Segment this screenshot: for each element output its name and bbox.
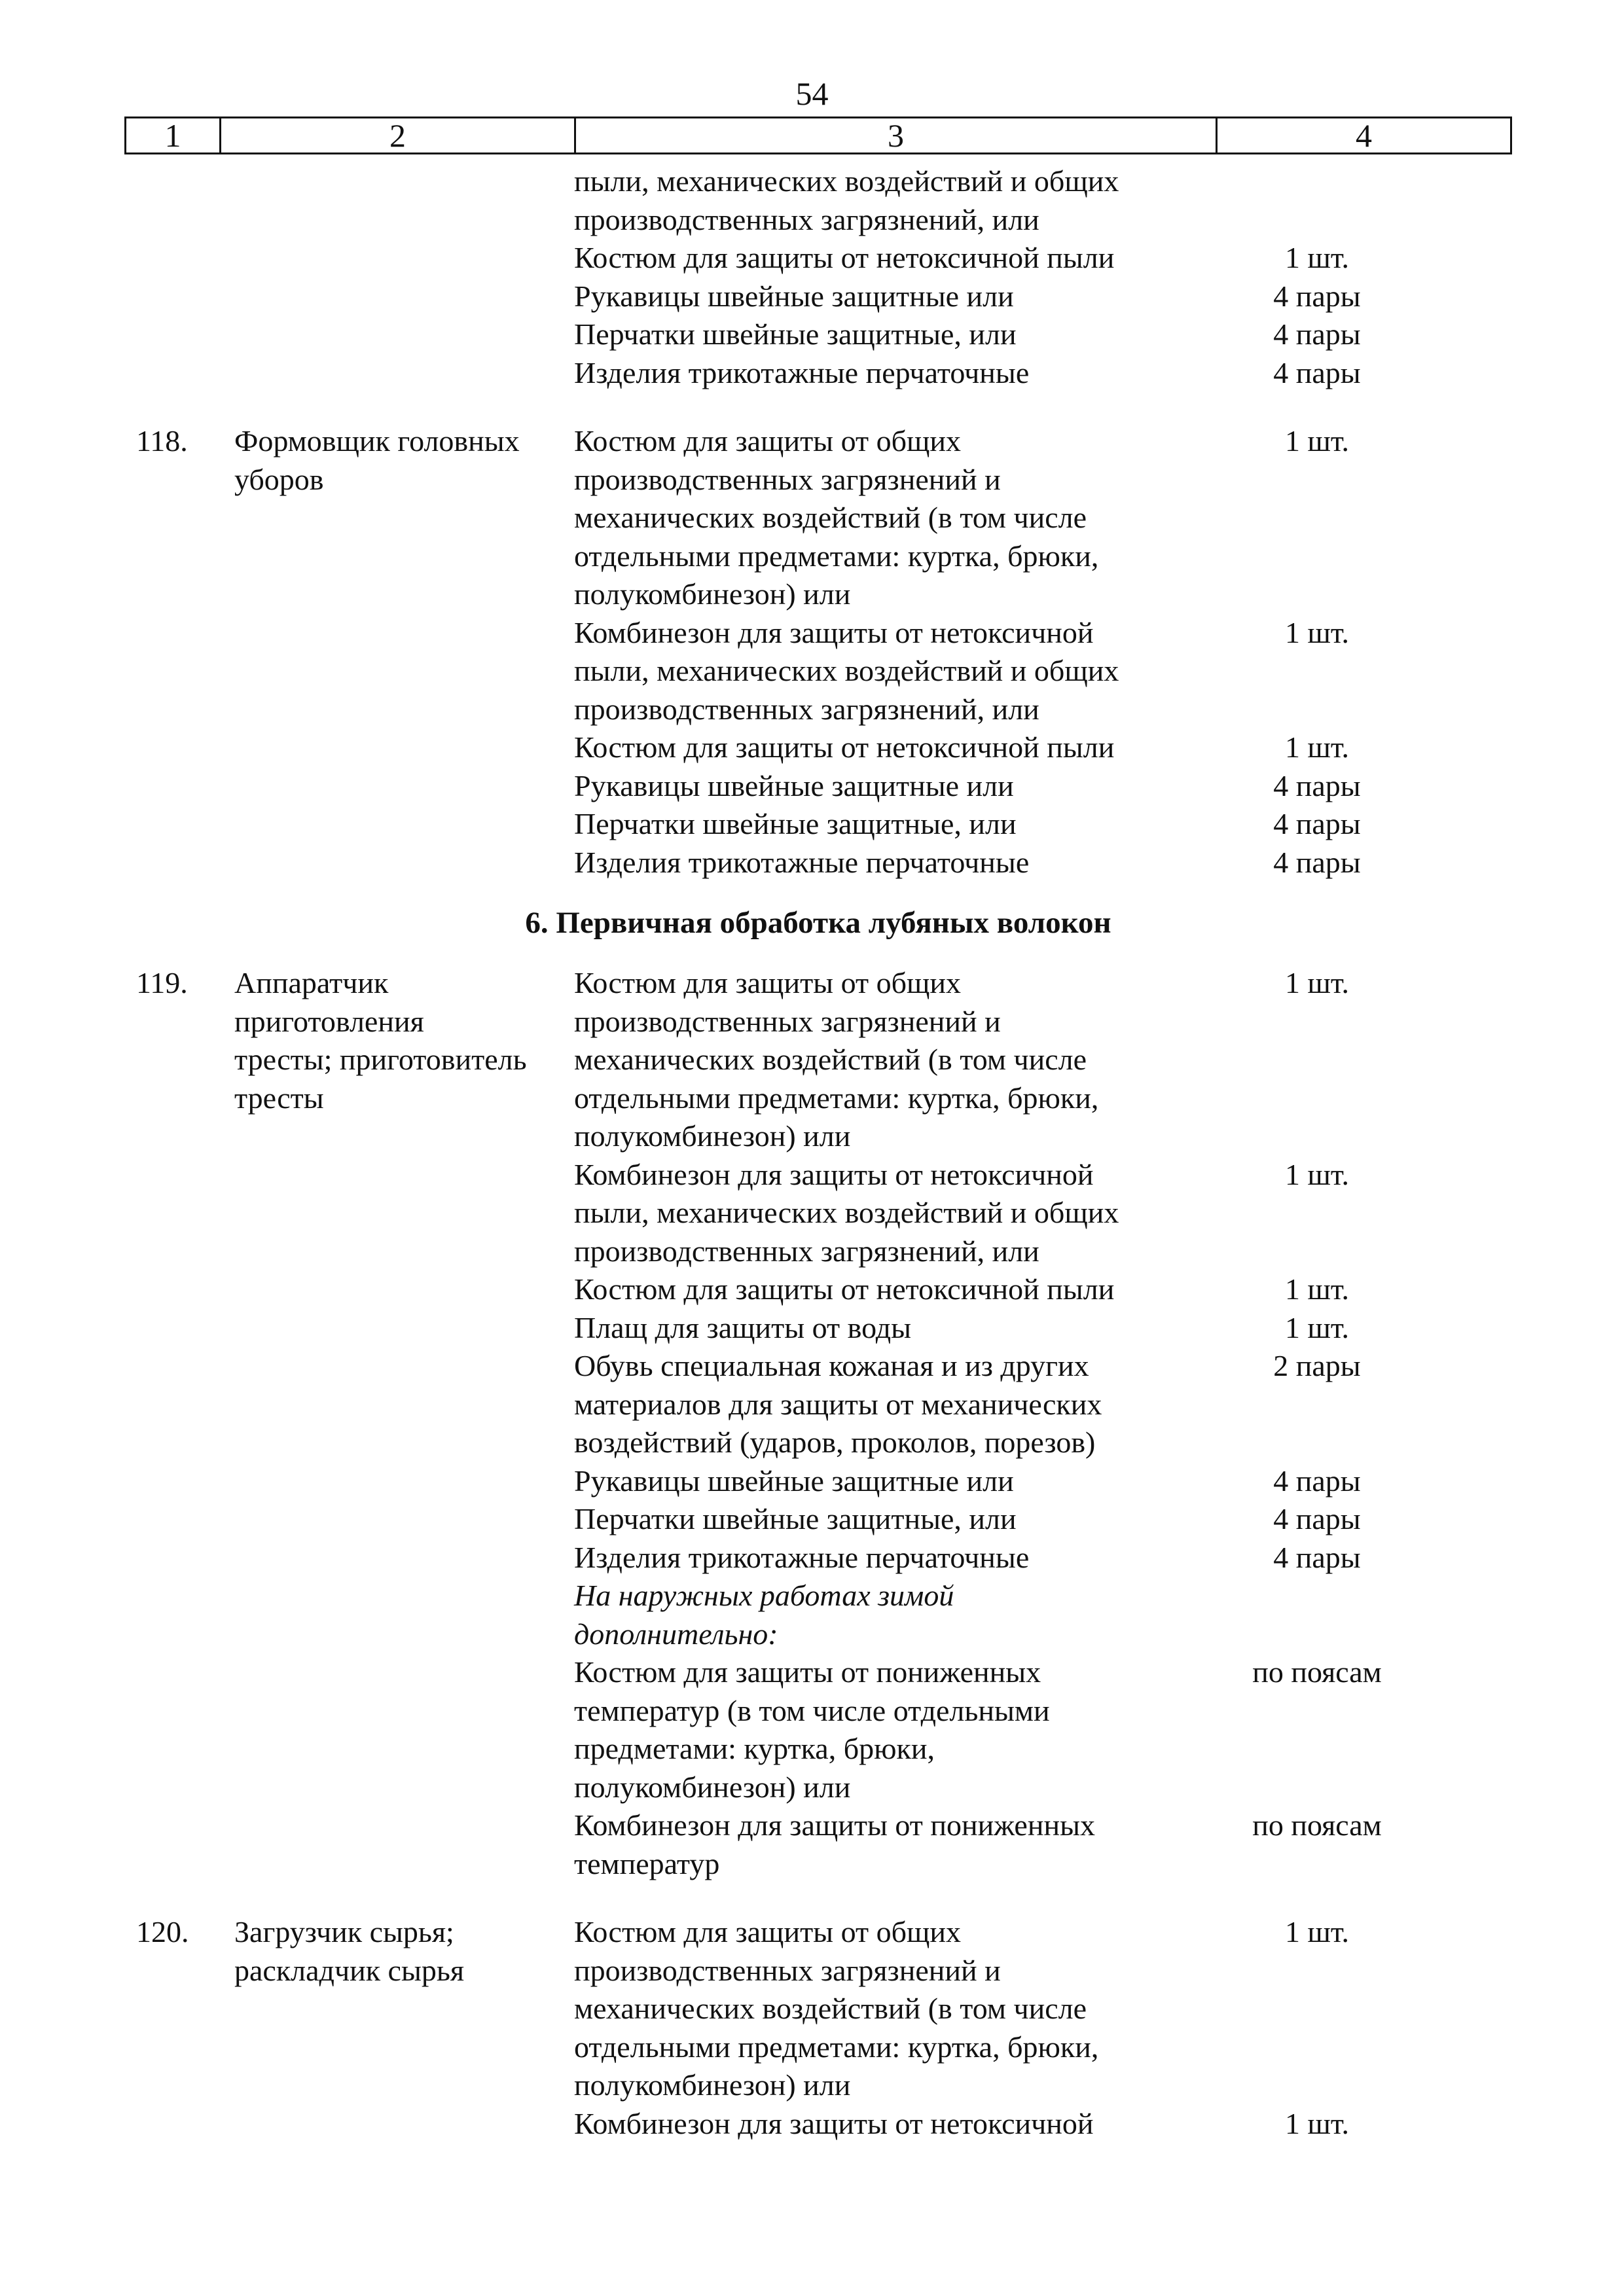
ppe-list: [574, 964, 1512, 1883]
ppe-description: [574, 1270, 1229, 1309]
ppe-item: [574, 1309, 1512, 1348]
ppe-description: [574, 278, 1229, 316]
text-line: температур (в том числе отдельными: [574, 1693, 1050, 1727]
ppe-description: [574, 422, 1229, 614]
text-line: производственных загрязнений, или: [574, 692, 1039, 726]
text-line: производственных загрязнений и: [574, 1953, 1001, 1987]
ppe-quantity: 4 пары: [1273, 317, 1361, 351]
ppe-item: [574, 422, 1512, 614]
text-line: воздействий (ударов, проколов, порезов): [574, 1426, 1096, 1459]
text-line: механических воздействий (в том числе: [574, 501, 1087, 534]
ppe-description: [574, 728, 1229, 767]
ppe-item: [574, 2105, 1512, 2144]
ppe-item: [574, 162, 1512, 239]
column-header-row: [124, 117, 1512, 154]
text-line: Обувь специальная кожаная и из других: [574, 1349, 1089, 1382]
text-line: полукомбинезон) или: [574, 577, 851, 611]
text-line: Комбинезон для защиты от пониженных: [574, 1808, 1095, 1842]
text-line: раскладчик сырья: [234, 1953, 465, 1987]
section-title: 6. Первичная обработка лубяных волокон: [525, 906, 1111, 940]
ppe-list: [574, 422, 1512, 882]
table-body: [124, 162, 1512, 2143]
text-line: тресты: [234, 1081, 324, 1115]
ppe-quantity: 1 шт.: [1284, 966, 1350, 999]
text-line: отдельными предметами: куртка, брюки,: [574, 1081, 1099, 1115]
ppe-quantity: 4 пары: [1273, 1463, 1361, 1498]
text-line: Комбинезон для защиты от нетоксичной: [574, 615, 1094, 649]
column-header-3: 3: [576, 118, 1218, 152]
ppe-quantity: [1229, 162, 1405, 239]
text-line: пыли, механических воздействий и общих: [574, 1196, 1119, 1229]
ppe-quantity: 4 пары: [1273, 355, 1361, 389]
text-line: приготовления: [234, 1004, 424, 1038]
text-line: Костюм для защиты от нетоксичной пыли: [574, 1272, 1115, 1306]
text-line: Аппаратчик: [234, 966, 389, 999]
text-line: Костюм для защиты от нетоксичной пыли: [574, 730, 1115, 764]
text-line: Костюм для защиты от пониженных: [574, 1655, 1041, 1689]
ppe-item: [574, 1500, 1512, 1539]
ppe-item: [574, 315, 1512, 354]
text-line: производственных загрязнений и: [574, 1004, 1001, 1038]
ppe-quantity: 1 шт.: [1284, 2106, 1350, 2140]
ppe-quantity: 1 шт.: [1284, 424, 1350, 457]
ppe-quantity: 4 пары: [1273, 768, 1361, 802]
column-header-2: 2: [221, 118, 576, 152]
column-header-4: 4: [1356, 117, 1372, 154]
text-line: Формовщик головных: [234, 424, 520, 457]
text-line: Костюм для защиты от общих: [574, 966, 962, 999]
profession-name: [219, 1913, 574, 2143]
ppe-quantity: 4 пары: [1273, 845, 1361, 879]
ppe-description: [574, 767, 1229, 806]
profession-name: [219, 964, 574, 1883]
ppe-quantity: 1 шт.: [1284, 1157, 1350, 1191]
ppe-description: [574, 315, 1229, 354]
text-line: Перчатки швейные защитные, или: [574, 1502, 1017, 1535]
ppe-item: [574, 964, 1512, 1156]
text-line: механических воздействий (в том числе: [574, 1043, 1087, 1076]
text-line: Костюм для защиты от общих: [574, 1915, 962, 1948]
ppe-item: [574, 1462, 1512, 1501]
ppe-item: [574, 1156, 1512, 1271]
text-line: отдельными предметами: куртка, брюки,: [574, 2030, 1099, 2064]
ppe-description: [574, 354, 1229, 393]
ppe-item: [574, 278, 1512, 316]
ppe-quantity: 1 шт.: [1284, 1272, 1350, 1306]
ppe-description: [574, 805, 1229, 844]
text-line: производственных загрязнений и: [574, 462, 1001, 496]
ppe-quantity: 2 пары: [1273, 1349, 1361, 1382]
text-line: Перчатки швейные защитные, или: [574, 317, 1017, 351]
ppe-description: [574, 964, 1229, 1156]
text-line: тресты; приготовитель: [234, 1043, 527, 1076]
table-row-119: [124, 964, 1512, 1883]
ppe-quantity: 1 шт.: [1284, 241, 1350, 274]
ppe-quantity: 1 шт.: [1284, 1915, 1350, 1948]
ppe-item: [574, 239, 1512, 278]
text-line: Рукавицы швейные защитные или: [574, 768, 1014, 802]
text-line: предметами: куртка, брюки,: [574, 1732, 935, 1765]
ppe-description: [574, 844, 1229, 882]
text-line: Костюм для защиты от нетоксичной пыли: [574, 241, 1115, 274]
ppe-description: [574, 1347, 1229, 1462]
text-line: Костюм для защиты от общих: [574, 424, 962, 457]
ppe-description: [574, 1156, 1229, 1271]
ppe-item: [574, 1913, 1512, 2105]
ppe-item: [574, 1539, 1512, 1577]
table-row-118: [124, 422, 1512, 882]
ppe-item: [574, 767, 1512, 806]
ppe-description: [574, 1539, 1229, 1577]
ppe-description: [574, 1577, 1229, 1653]
text-line: производственных загрязнений, или: [574, 1234, 1039, 1268]
ppe-description: [574, 162, 1229, 239]
ppe-quantity: 4 пары: [1273, 1540, 1361, 1574]
ppe-description: [574, 1806, 1229, 1883]
page-number: 54: [795, 75, 829, 112]
text-line: Комбинезон для защиты от нетоксичной: [574, 2106, 1094, 2140]
ppe-item: [574, 1653, 1512, 1806]
ppe-quantity: 1 шт.: [1284, 1310, 1350, 1344]
text-line: производственных загрязнений, или: [574, 202, 1039, 236]
text-line: пыли, механических воздействий и общих: [574, 654, 1119, 687]
text-line: полукомбинезон) или: [574, 2068, 851, 2102]
row-number: 118.: [136, 424, 188, 457]
text-line: Изделия трикотажные перчаточные: [574, 355, 1030, 389]
ppe-quantity: по поясам: [1252, 1655, 1382, 1689]
ppe-quantity: 4 пары: [1273, 279, 1361, 313]
text-line: отдельными предметами: куртка, брюки,: [574, 539, 1099, 573]
text-line: уборов: [234, 462, 324, 496]
profession-name: [219, 422, 574, 882]
row-number: 119.: [136, 966, 188, 999]
text-line: материалов для защиты от механических: [574, 1387, 1102, 1421]
ppe-item: [574, 1347, 1512, 1462]
ppe-item: [574, 354, 1512, 393]
ppe-quantity: по поясам: [1252, 1808, 1382, 1842]
ppe-item: [574, 1270, 1512, 1309]
text-line: полукомбинезон) или: [574, 1119, 851, 1153]
ppe-quantity: 1 шт.: [1284, 615, 1350, 649]
ppe-item: [574, 614, 1512, 729]
ppe-description: [574, 2105, 1229, 2144]
ppe-description: [574, 1653, 1229, 1806]
text-line: Рукавицы швейные защитные или: [574, 279, 1014, 313]
row-number: 120.: [136, 1915, 189, 1948]
text-line: температур: [574, 1846, 720, 1880]
text-line: полукомбинезон) или: [574, 1770, 851, 1804]
ppe-description: [574, 239, 1229, 278]
text-line: дополнительно:: [574, 1617, 778, 1651]
ppe-item: [574, 1577, 1512, 1653]
ppe-description: [574, 1913, 1229, 2105]
ppe-description: [574, 614, 1229, 729]
table-row-120: [124, 1913, 1512, 2143]
ppe-list: [574, 1913, 1512, 2143]
ppe-item: [574, 805, 1512, 844]
text-line: пыли, механических воздействий и общих: [574, 164, 1119, 198]
ppe-description: [574, 1500, 1229, 1539]
ppe-item: [574, 1806, 1512, 1883]
text-line: Перчатки швейные защитные, или: [574, 807, 1017, 840]
text-line: Рукавицы швейные защитные или: [574, 1463, 1014, 1498]
ppe-description: [574, 1462, 1229, 1501]
text-line: Комбинезон для защиты от нетоксичной: [574, 1157, 1094, 1191]
ppe-list: [574, 162, 1512, 392]
ppe-quantity: 1 шт.: [1284, 730, 1350, 764]
text-line: механических воздействий (в том числе: [574, 1992, 1087, 2025]
ppe-description: [574, 1309, 1229, 1348]
ppe-quantity: 4 пары: [1273, 1502, 1361, 1535]
ppe-item: [574, 728, 1512, 767]
ppe-quantity: 4 пары: [1273, 807, 1361, 840]
ppe-item: [574, 844, 1512, 882]
text-line: Изделия трикотажные перчаточные: [574, 845, 1030, 879]
column-header-1: 1: [126, 118, 221, 152]
text-line: Изделия трикотажные перчаточные: [574, 1540, 1030, 1574]
ppe-quantity: [1229, 1577, 1405, 1653]
text-line: На наружных работах зимой: [574, 1579, 954, 1612]
text-line: Загрузчик сырья;: [234, 1915, 454, 1948]
table-row-continuation: [124, 162, 1512, 392]
text-line: Плащ для защиты от воды: [574, 1310, 912, 1344]
